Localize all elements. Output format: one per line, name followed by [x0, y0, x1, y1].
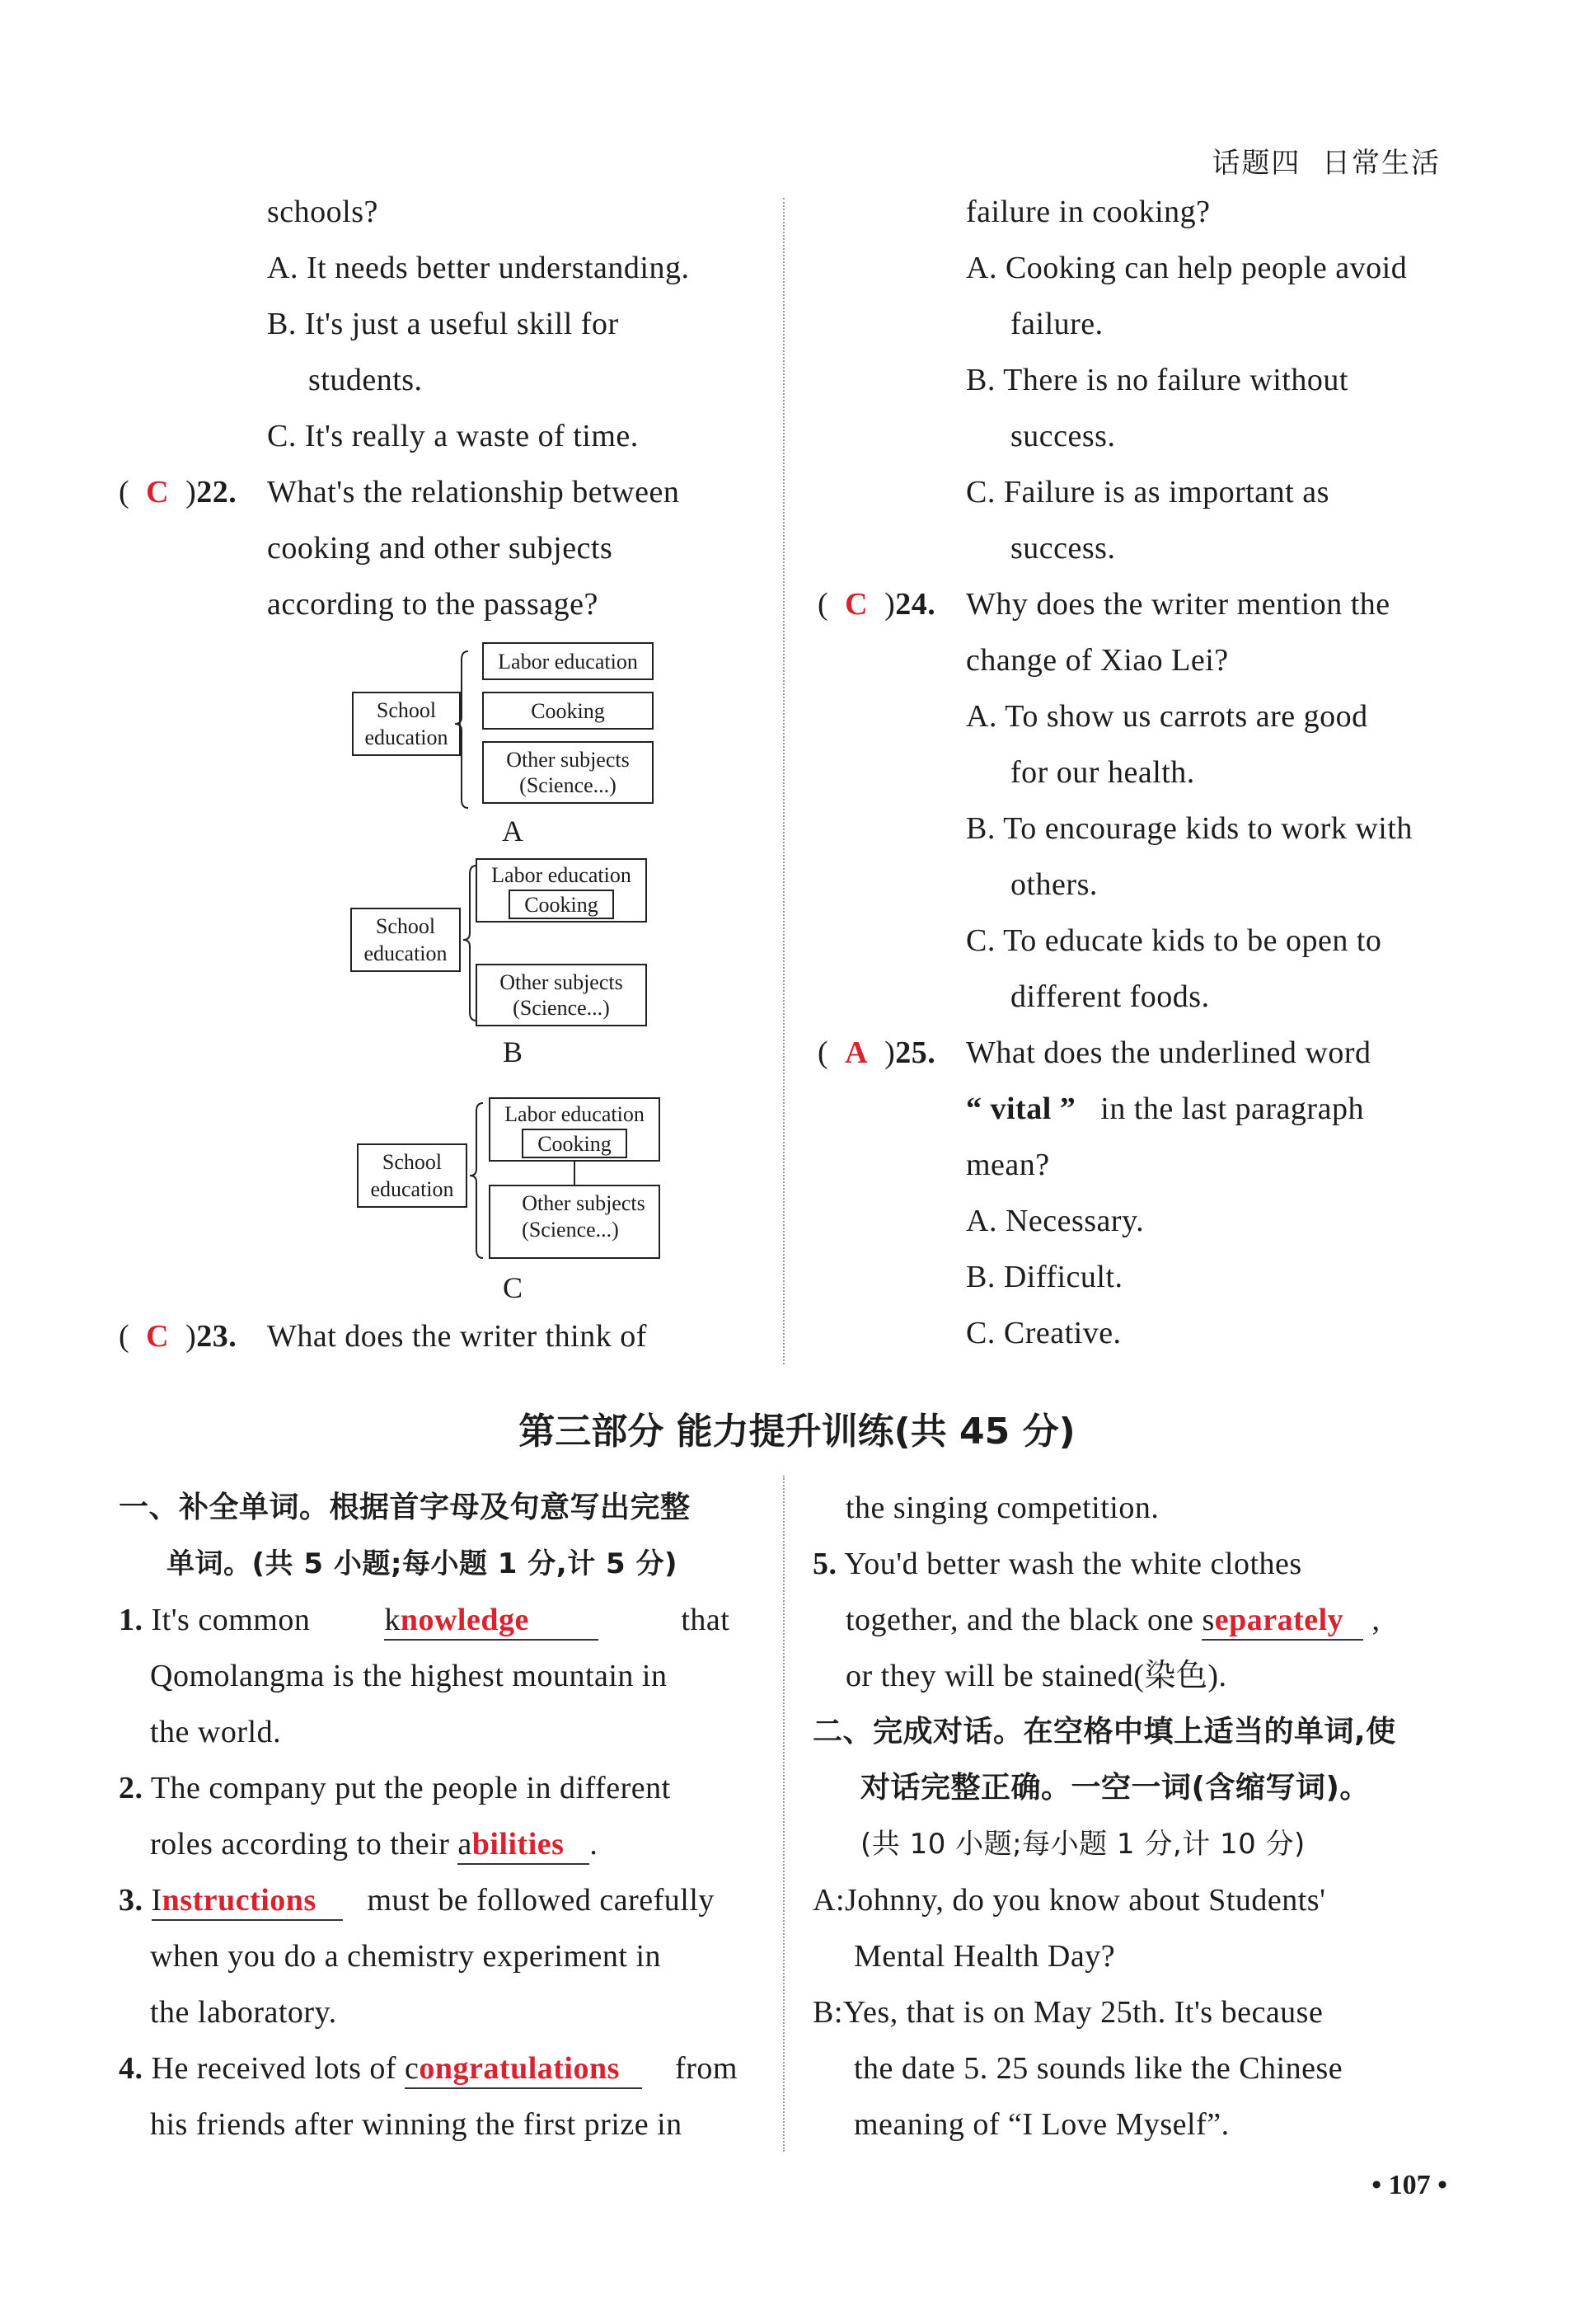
q3-answer: nstructions	[162, 1883, 316, 1918]
q25-option-b: B. Difficult.	[966, 1260, 1123, 1294]
q24-answer: C	[845, 587, 869, 622]
q4-post: from	[675, 2051, 738, 2086]
q1-line2: Qomolangma is the highest mountain in	[150, 1659, 668, 1693]
dialogue-a1: A:Johnny, do you know about Students'	[813, 1883, 1326, 1918]
column-divider-top	[783, 198, 785, 1364]
q24-option-b: B. To encourage kids to work with	[966, 811, 1413, 846]
q22-answer-bracket: ( C )22.	[119, 475, 237, 509]
q22-diagrams	[330, 635, 676, 1311]
q2-num: 2.	[119, 1771, 143, 1805]
column-divider-bottom	[783, 1476, 785, 2152]
q5-line3: or they will be stained(染色).	[846, 1659, 1227, 1693]
dialogue-a1b: Mental Health Day?	[854, 1939, 1116, 1974]
q24-option-c: C. To educate kids to be open to	[966, 923, 1382, 958]
dialogue-b1: B:Yes, that is on May 25th. It's because	[813, 1995, 1324, 2030]
diagram-b-school-1: School	[375, 914, 436, 938]
q5-answer: eparately	[1214, 1603, 1344, 1637]
q5-l1: You'd better wash the white clothes	[844, 1547, 1302, 1581]
q3-line1	[119, 1881, 715, 1921]
q22-line3: according to the passage?	[267, 587, 598, 622]
diagram-b-cooking: Cooking	[524, 893, 598, 917]
q22-line2: cooking and other subjects	[267, 531, 613, 566]
q1-line1	[119, 1601, 729, 1641]
q3-blank	[152, 1881, 343, 1921]
q2-l1: The company put the people in different	[150, 1771, 671, 1805]
q2-blank	[457, 1825, 589, 1865]
q5-num: 5.	[813, 1547, 837, 1581]
q4-num: 4.	[119, 2051, 143, 2086]
q5-line1	[813, 1545, 1302, 1583]
q1-first: k	[384, 1603, 401, 1637]
q1-answer: nowledge	[400, 1603, 529, 1637]
q25-answer: A	[845, 1035, 869, 1070]
q21-option-b: B. It's just a useful skill for	[267, 307, 619, 341]
q24-number: 24.	[895, 587, 936, 622]
q23-option-c: C. Failure is as important as	[966, 475, 1329, 509]
diagram-a-other-2: (Science...)	[519, 773, 617, 797]
diagram-a-cooking: Cooking	[531, 699, 605, 723]
dialogue-b1b: the date 5. 25 sounds like the Chinese	[854, 2051, 1343, 2086]
diagram-a-other-1: Other subjects	[506, 748, 630, 772]
q25-number: 25.	[895, 1035, 936, 1070]
q5-blank	[1202, 1601, 1363, 1641]
q25-line2	[966, 1090, 1364, 1128]
q23-option-a: A. Cooking can help people avoid	[966, 251, 1408, 285]
q5-first: s	[1202, 1603, 1215, 1637]
q24-line2: change of Xiao Lei?	[966, 643, 1229, 678]
header-topic: 话题四	[1212, 147, 1301, 180]
q25-answer-bracket: ( A )25.	[818, 1035, 936, 1070]
q3-first: I	[151, 1883, 162, 1918]
section3-title: 第三部分 能力提升训练(共 45 分)	[518, 1411, 1076, 1453]
diagram-b-school-2: education	[363, 941, 448, 965]
diagram-a-school-2: education	[364, 725, 448, 749]
q3-num: 3.	[119, 1883, 143, 1918]
diagram-c-other-1: Other subjects	[522, 1191, 645, 1215]
diagram-c-school-1: School	[382, 1150, 443, 1174]
q4-tail: the singing competition.	[846, 1491, 1160, 1525]
diagram-c-labor: Labor education	[504, 1102, 645, 1126]
diagram-b-label: B	[502, 1035, 523, 1068]
q3-post: must be followed carefully	[367, 1883, 715, 1918]
q24-line1: Why does the writer mention the	[966, 587, 1390, 622]
q23-tail: failure in cooking?	[966, 195, 1211, 229]
q2-answer: bilities	[471, 1827, 565, 1862]
q25-option-a: A. Necessary.	[966, 1204, 1145, 1238]
q3-line2: when you do a chemistry experiment in	[150, 1939, 662, 1974]
q4-first: c	[405, 2051, 420, 2086]
diagram-a	[353, 643, 653, 847]
q22-number: 22.	[196, 475, 237, 509]
q25-option-c: C. Creative.	[966, 1316, 1122, 1350]
header-title: 日常生活	[1322, 147, 1441, 180]
q2-post: .	[589, 1827, 598, 1862]
q5-line2	[846, 1601, 1380, 1641]
q22-line1: What's the relationship between	[267, 475, 680, 509]
q1-line3: the world.	[150, 1715, 282, 1749]
q2-pre: roles according to their	[150, 1827, 458, 1862]
q25-vital-word: “ vital ”	[966, 1092, 1076, 1126]
q24-option-a: A. To show us carrots are good	[966, 699, 1368, 734]
dialogue-b1c: meaning of “I Love Myself”.	[854, 2107, 1230, 2142]
q23-number: 23.	[196, 1319, 237, 1354]
diagram-a-school-1: School	[376, 698, 437, 722]
q1-pre: It's common	[151, 1603, 319, 1637]
part1-heading2: 单词。(共 5 小题;每小题 1 分,计 5 分)	[166, 1547, 678, 1580]
q23-option-c-cont: success.	[1010, 531, 1116, 566]
q1-blank	[384, 1601, 598, 1641]
diagram-c	[358, 1098, 659, 1304]
page-number: • 107 •	[1371, 2170, 1447, 2200]
part2-heading2: 对话完整正确。一空一词(含缩写词)。	[860, 1771, 1370, 1805]
q23-line1: What does the writer think of	[267, 1319, 647, 1354]
diagram-b	[351, 859, 646, 1068]
diagram-a-labor: Labor education	[498, 650, 638, 674]
q25-line3: mean?	[966, 1148, 1050, 1182]
q23-answer-bracket: ( C )23.	[119, 1319, 237, 1354]
q5-pre: together, and the black one	[846, 1603, 1203, 1637]
q21-option-b-cont: students.	[308, 363, 423, 397]
part1-heading1: 一、补全单词。根据首字母及句意写出完整	[119, 1491, 691, 1524]
q23-option-b: B. There is no failure without	[966, 363, 1348, 397]
q24-answer-bracket: ( C )24.	[818, 587, 936, 622]
diagram-b-other-1: Other subjects	[499, 970, 623, 994]
diagram-c-other-2: (Science...)	[522, 1218, 619, 1242]
q4-line2: his friends after winning the first prize in	[150, 2107, 682, 2142]
q3-line3: the laboratory.	[150, 1995, 337, 2030]
q23-answer: C	[146, 1319, 170, 1354]
q21-tail: schools?	[267, 195, 378, 229]
q22-answer: C	[146, 475, 170, 509]
q24-option-b-cont: others.	[1010, 867, 1098, 902]
part2-heading3: (共 10 小题;每小题 1 分,计 10 分)	[860, 1828, 1306, 1861]
q25-line2-rest: in the last paragraph	[1100, 1092, 1364, 1126]
q23-option-b-cont: success.	[1010, 419, 1116, 453]
q21-option-c: C. It's really a waste of time.	[267, 419, 639, 453]
q4-pre: He received lots of	[151, 2051, 406, 2086]
q4-answer: ongratulations	[419, 2051, 620, 2086]
q1-post: that	[681, 1603, 730, 1637]
q2-line1	[119, 1769, 671, 1807]
q2-line2	[150, 1825, 598, 1865]
diagram-c-school-2: education	[370, 1177, 454, 1201]
diagram-c-label: C	[502, 1271, 523, 1304]
q24-option-c-cont: different foods.	[1010, 979, 1210, 1014]
q23-option-a-cont: failure.	[1010, 307, 1104, 341]
q2-first: a	[457, 1827, 472, 1862]
page-header	[1212, 140, 1441, 181]
q24-option-a-cont: for our health.	[1010, 755, 1195, 790]
q5-post: ,	[1371, 1603, 1381, 1637]
diagram-a-label: A	[502, 815, 523, 847]
diagram-c-cooking: Cooking	[537, 1132, 612, 1156]
q25-line1: What does the underlined word	[966, 1035, 1371, 1070]
part2-heading1: 二、完成对话。在空格中填上适当的单词,使	[813, 1715, 1396, 1749]
q4-blank	[405, 2049, 642, 2089]
diagram-b-labor: Labor education	[491, 863, 631, 887]
q4-line1	[119, 2049, 738, 2089]
q1-num: 1.	[119, 1603, 143, 1637]
diagram-b-other-2: (Science...)	[513, 996, 610, 1020]
q21-option-a: A. It needs better understanding.	[267, 251, 690, 285]
